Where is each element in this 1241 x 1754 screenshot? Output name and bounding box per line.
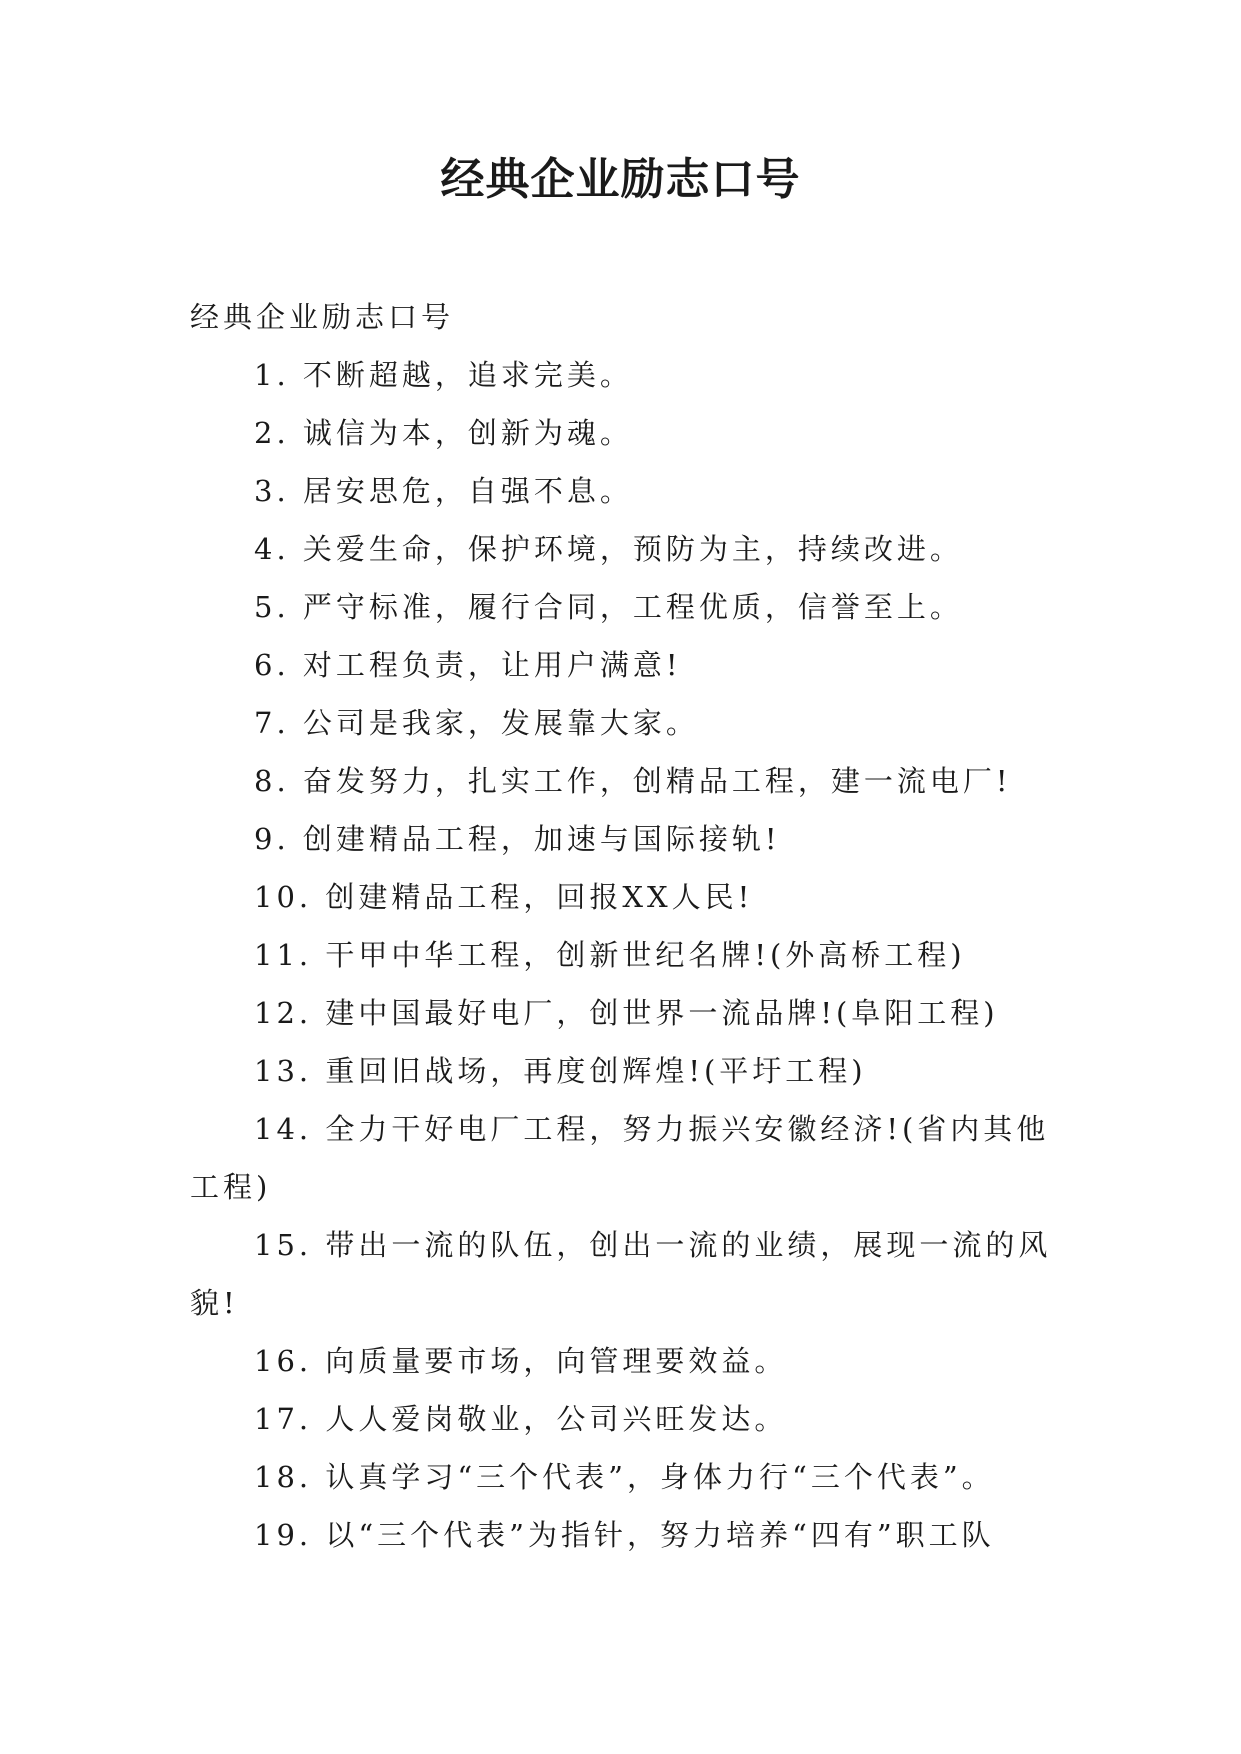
slogan-item-4: 4. 关爱生命，保护环境，预防为主，持续改进。 [254,532,963,566]
slogan-item-19: 19. 以“三个代表”为指针，努力培养“四有”职工队 [254,1518,995,1552]
slogan-item-6: 6. 对工程负责，让用户满意! [254,648,682,682]
slogan-item-11: 11. 干甲中华工程，创新世纪名牌!(外高桥工程) [254,938,966,972]
slogan-item-1: 1. 不断超越，追求完美。 [254,358,633,392]
slogan-item-9: 9. 创建精品工程，加速与国际接轨! [254,822,781,856]
slogan-item-3: 3. 居安思危，自强不息。 [254,474,633,508]
slogan-item-7: 7. 公司是我家，发展靠大家。 [254,706,699,740]
slogan-item-17: 17. 人人爱岗敬业，公司兴旺发达。 [254,1402,788,1436]
slogan-item-12: 12. 建中国最好电厂，创世界一流品牌!(阜阳工程) [254,996,999,1030]
document-title: 经典企业励志口号 [440,154,801,205]
intro-line: 经典企业励志口号 [190,300,455,334]
slogan-item-14: 14. 全力干好电厂工程，努力振兴安徽经济!(省内其他工程) [190,1112,1050,1204]
slogan-item-18: 18. 认真学习“三个代表”，身体力行“三个代表”。 [254,1460,995,1494]
slogan-item-5: 5. 严守标准，履行合同，工程优质，信誉至上。 [254,590,963,624]
slogan-item-13: 13. 重回旧战场，再度创辉煌!(平圩工程) [254,1054,867,1088]
slogan-item-15: 15. 带出一流的队伍，创出一流的业绩，展现一流的风貌! [190,1228,1052,1320]
slogan-item-8: 8. 奋发努力，扎实工作，创精品工程，建一流电厂! [254,764,1012,798]
slogan-item-16: 16. 向质量要市场，向管理要效益。 [254,1344,788,1378]
document-body [190,288,1052,1564]
slogan-item-10: 10. 创建精品工程，回报XX人民! [254,880,754,914]
slogan-item-2: 2. 诚信为本，创新为魂。 [254,416,633,450]
